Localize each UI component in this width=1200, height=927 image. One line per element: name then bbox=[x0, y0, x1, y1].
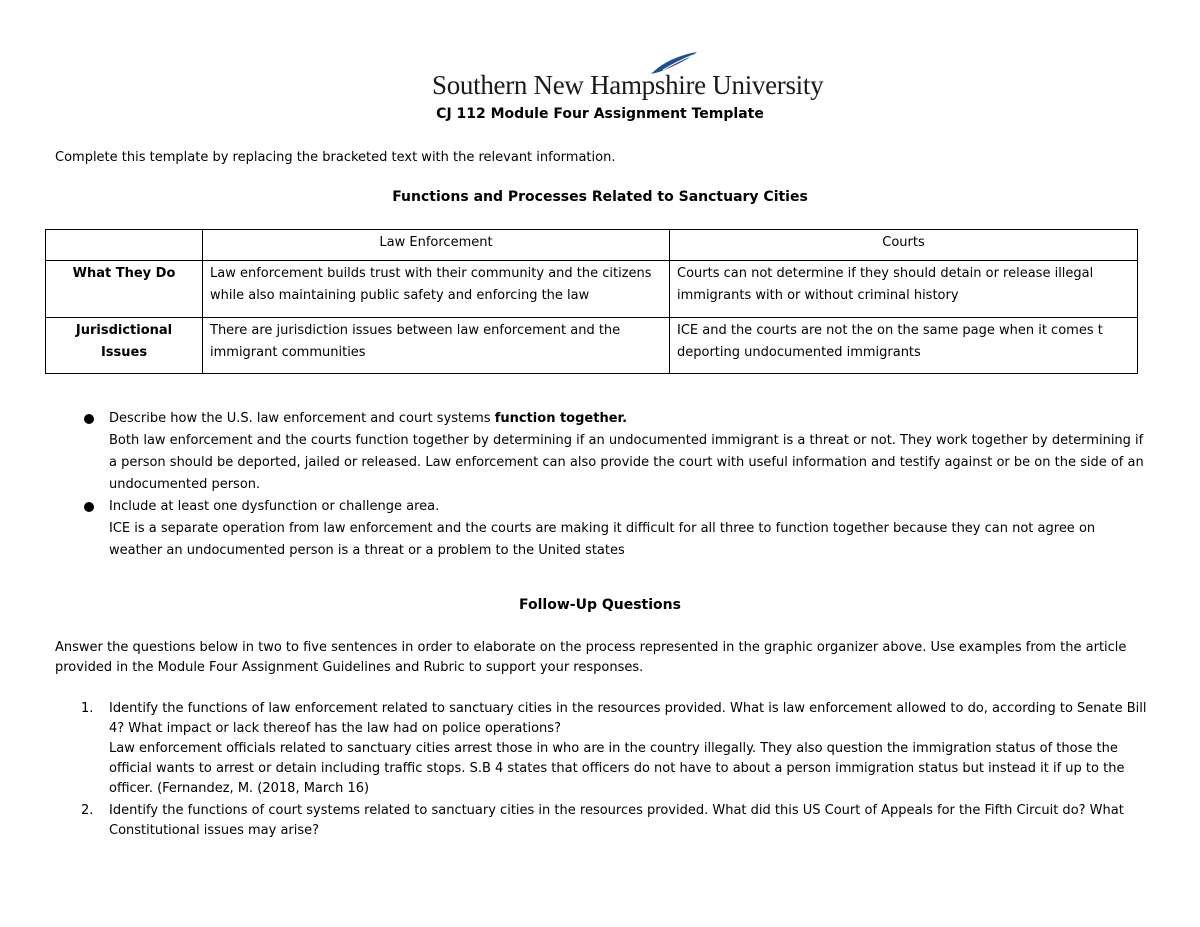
question-answer: Law enforcement officials related to sanctuary cities arrest those in who are in the country illegally. They also question the immigration status of those the official wants to arrest or detain including traffic stops. S.B 4 states that officers do not have to about a person immigration status but instead it if up to the officer. (Fernandez, M. (2018, March 16) bbox=[109, 741, 1125, 796]
row-label: Jurisdictional Issues bbox=[46, 317, 203, 374]
row-label: What They Do bbox=[46, 261, 203, 318]
question-number: 1. bbox=[81, 701, 94, 716]
question-item bbox=[109, 801, 1129, 841]
table-cell: ICE and the courts are not the on the same page when it comes t deporting undocumented immigrants bbox=[670, 317, 1138, 374]
table-header-row bbox=[46, 230, 1138, 261]
university-name: Southern New Hampshire University bbox=[432, 70, 824, 100]
bullet-answer: Both law enforcement and the courts function together by determining if an undocumented immigrant is a threat or not. They work together by determining if a person should be deported, jailed or released. Law enforcement can also provide the court with useful information and testify against or be on the side of an undocumented person. bbox=[109, 433, 1144, 492]
table-header-courts: Courts bbox=[670, 230, 1138, 261]
bullet-icon bbox=[84, 502, 94, 512]
bullet-prompt-bold: function together. bbox=[494, 411, 628, 426]
organizer-heading: Functions and Processes Related to Sanctuary Cities bbox=[392, 189, 808, 205]
question-text: Identify the functions of law enforcement related to sanctuary cities in the resources provided. What is law enforcement allowed to do, according to Senate Bill 4? What impact or lack thereof has the law had on police operations? bbox=[109, 701, 1147, 736]
bullet-prompt-text: Include at least one dysfunction or challenge area. bbox=[109, 499, 440, 514]
table-cell: Courts can not determine if they should detain or release illegal immigrants with or without criminal history bbox=[670, 261, 1138, 318]
table-row bbox=[46, 317, 1138, 374]
bullet-item bbox=[109, 496, 1149, 562]
question-item bbox=[109, 699, 1159, 799]
bullet-item bbox=[109, 408, 1149, 496]
table-row bbox=[46, 261, 1138, 318]
table-cell: Law enforcement builds trust with their community and the citizens while also maintaining public safety and enforcing the law bbox=[203, 261, 670, 318]
bullet-answer: ICE is a separate operation from law enforcement and the courts are making it difficult for all three to function together because they can not agree on weather an undocumented person is a threat or a problem to the United states bbox=[109, 521, 1096, 558]
table-header-law-enforcement: Law Enforcement bbox=[203, 230, 670, 261]
question-number: 2. bbox=[81, 803, 94, 818]
bullet-prompt bbox=[109, 408, 1149, 430]
university-logo bbox=[432, 52, 824, 102]
followup-intro: Answer the questions below in two to five sentences in order to elaborate on the process represented in the graphic organizer above. Use examples from the article provided in the Module Four Assignment Guidelines and Rubric to support your responses. bbox=[55, 640, 1127, 675]
document-title: CJ 112 Module Four Assignment Template bbox=[436, 106, 764, 122]
question-text: Identify the functions of court systems related to sanctuary cities in the resources provided. What did this US Court of Appeals for the Fifth Circuit do? What Constitutional issues may arise? bbox=[109, 803, 1124, 838]
bullet-icon bbox=[84, 414, 94, 424]
table-cell: There are jurisdiction issues between law enforcement and the immigrant communities bbox=[203, 317, 670, 374]
bullet-prompt bbox=[109, 496, 1149, 518]
followup-heading: Follow-Up Questions bbox=[519, 597, 681, 613]
instructions: Complete this template by replacing the bracketed text with the relevant information. bbox=[55, 150, 616, 165]
bullet-prompt-text: Describe how the U.S. law enforcement and court systems bbox=[109, 411, 495, 426]
table-header-empty bbox=[46, 230, 203, 261]
graphic-organizer-table bbox=[45, 229, 1138, 374]
